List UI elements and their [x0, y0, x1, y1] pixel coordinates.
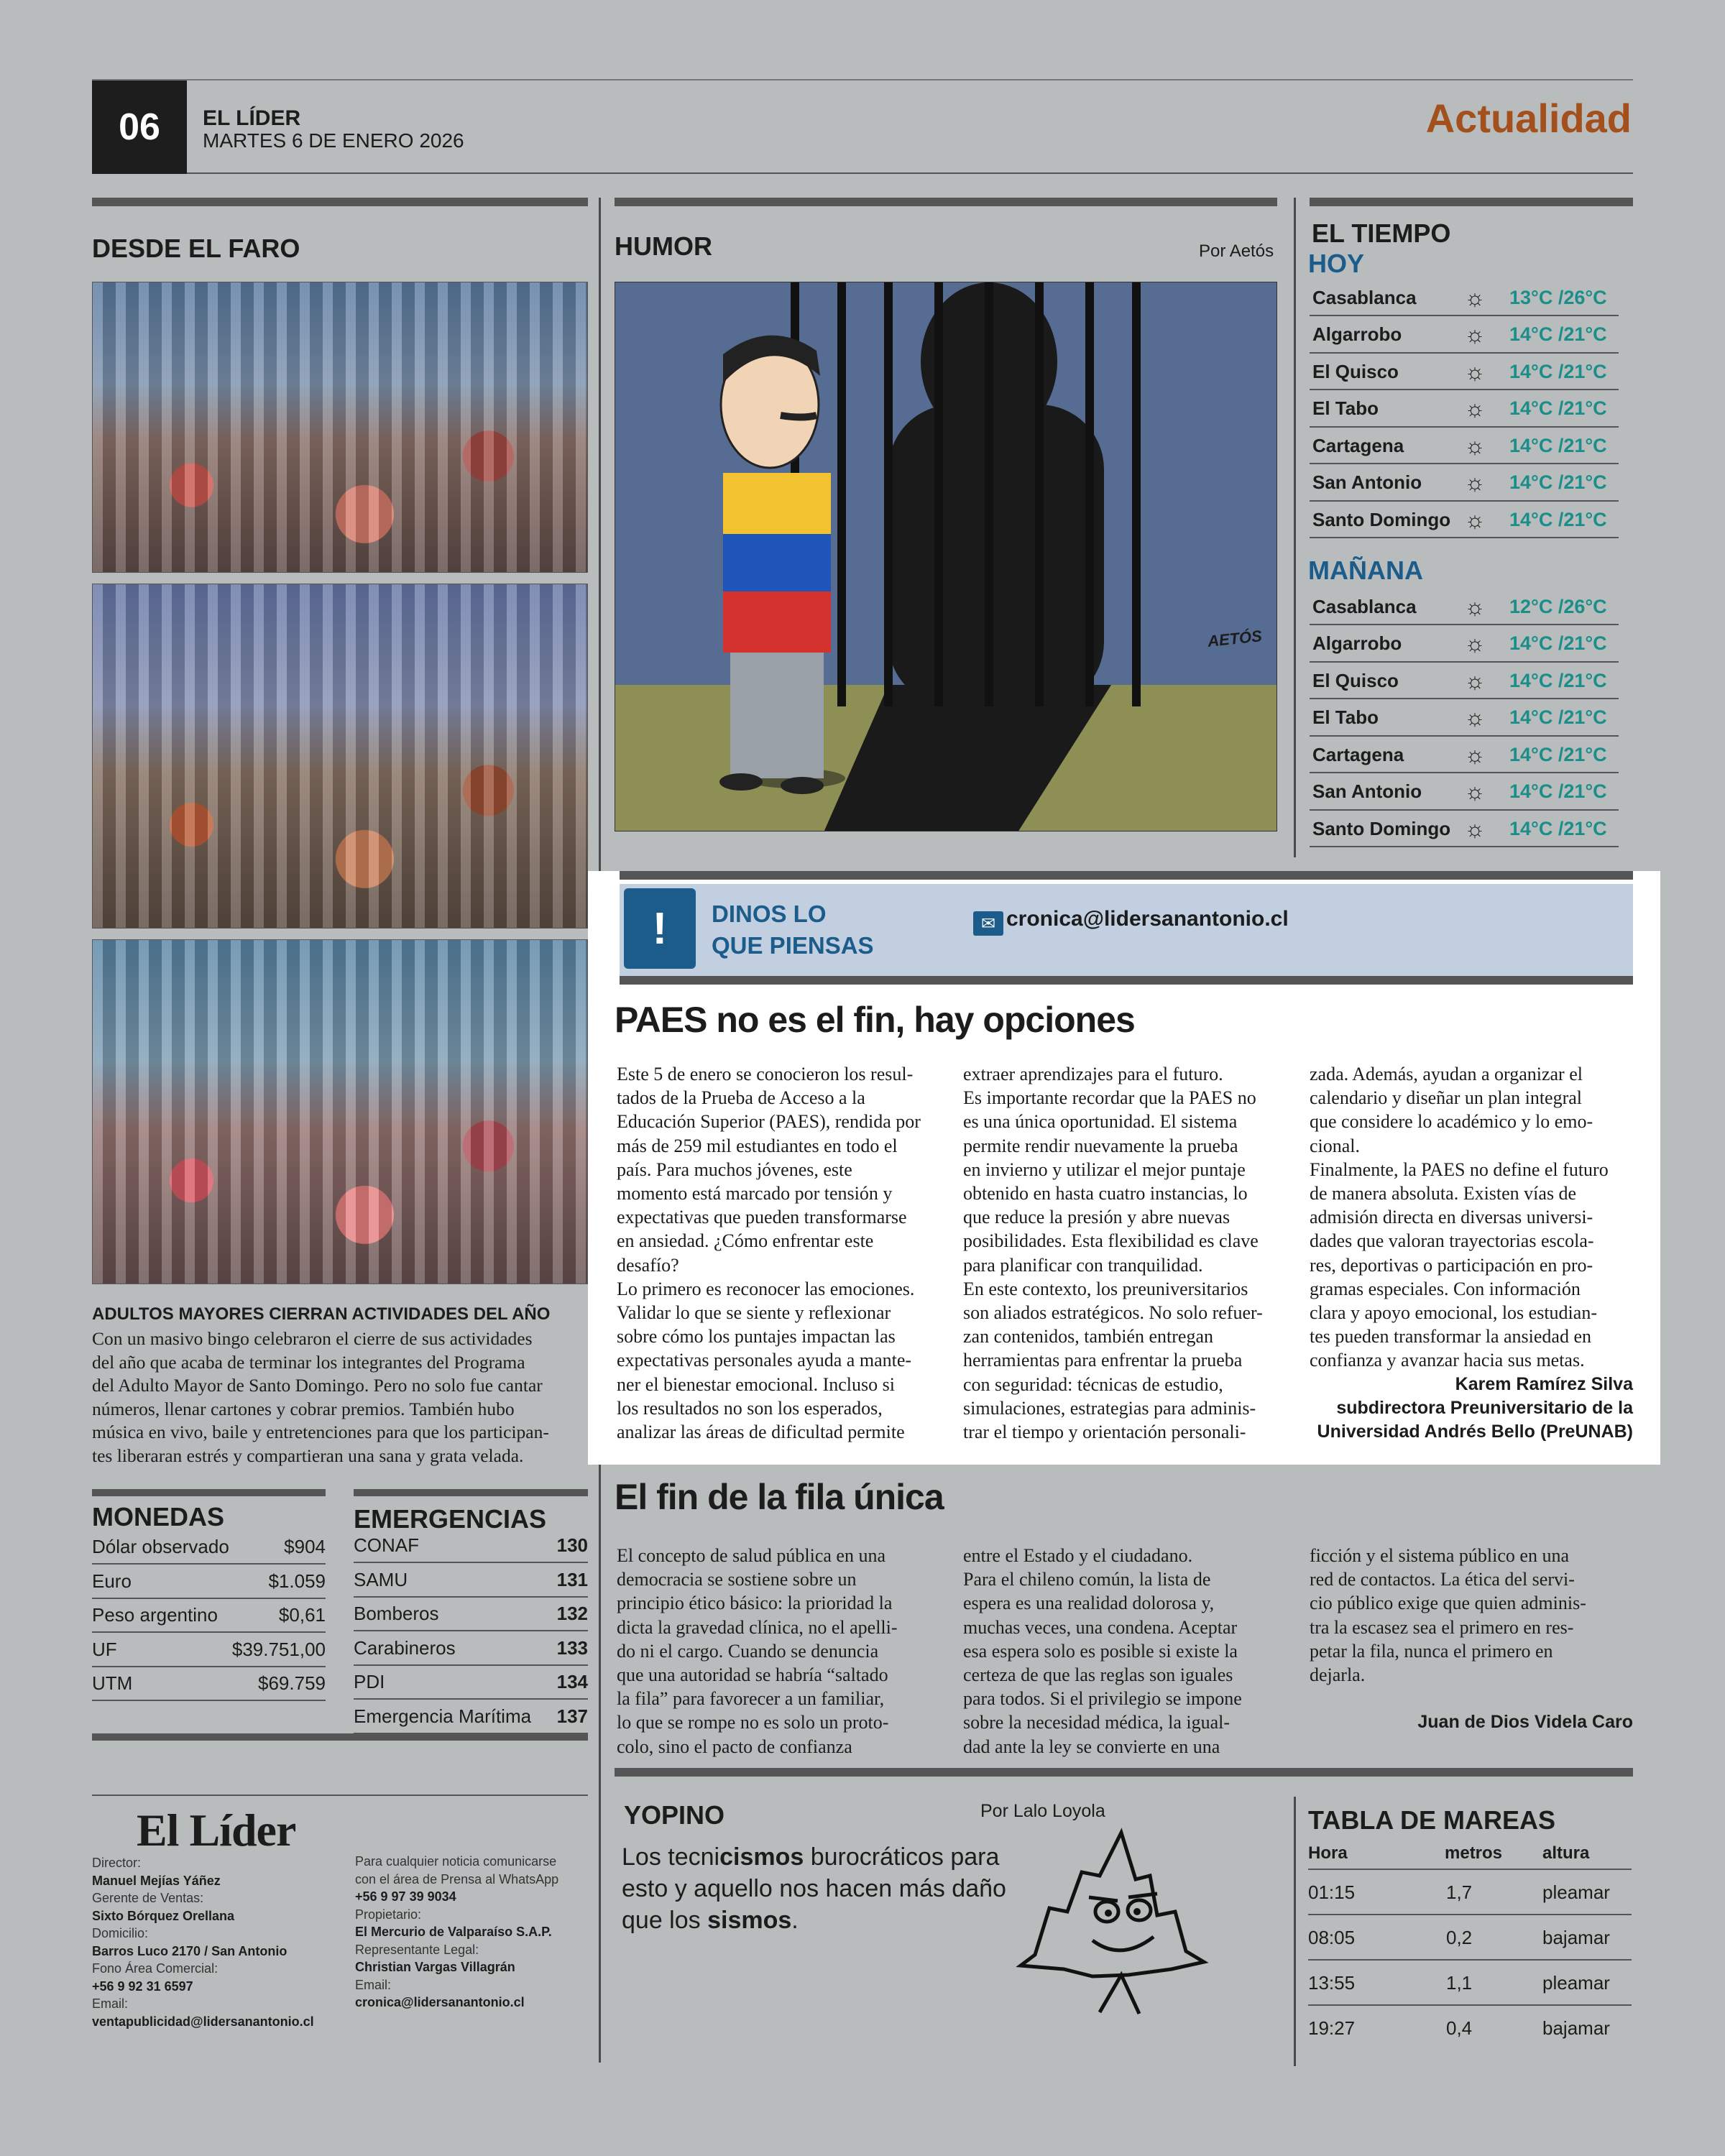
- marea-row: [1308, 1959, 1632, 2004]
- article2-col1: [617, 1544, 934, 1759]
- moneda-value: $1.059: [268, 1570, 326, 1592]
- weather-row: [1310, 627, 1619, 663]
- article-line: Educación Superior (PAES), rendida por: [617, 1111, 921, 1133]
- weather-row: [1310, 775, 1619, 811]
- sun-icon: ☼: [1464, 358, 1486, 384]
- weather-city: El Tabo: [1312, 706, 1379, 728]
- article-line: dad ante la ley se convierte en una: [963, 1736, 1220, 1757]
- article-line: para planificar con tranquilidad.: [963, 1254, 1203, 1276]
- article1-signature: [1294, 1373, 1633, 1444]
- article-line: trar el tiempo y orientación personali-: [963, 1422, 1246, 1443]
- marea-hora: 13:55: [1308, 1972, 1356, 1994]
- article-line: Lo primero es reconocer las emociones.: [617, 1278, 915, 1299]
- monedas-row: [92, 1531, 326, 1565]
- imprint-value: +56 9 92 31 6597: [92, 1978, 193, 1994]
- bingo-photo-1: [92, 282, 588, 573]
- faro-title: DESDE EL FARO: [92, 234, 300, 263]
- article1-headline: PAES no es el fin, hay opciones: [615, 1000, 1135, 1040]
- marea-metros: 0,2: [1446, 1927, 1473, 1948]
- article-line: dicta la gravedad clínica, no el apelli-: [617, 1616, 898, 1638]
- weather-city: San Antonio: [1312, 780, 1422, 802]
- article-line: espera es una realidad dolorosa y,: [963, 1593, 1215, 1614]
- weather-city: Cartagena: [1312, 434, 1404, 456]
- article-line: El concepto de salud pública en una: [617, 1545, 886, 1566]
- caption-line: música en vivo, baile y entretenciones para que los participan-: [92, 1422, 549, 1443]
- article-line: Validar lo que se siente y reflexionar: [617, 1302, 891, 1324]
- article-line: entre el Estado y el ciudadano.: [963, 1545, 1193, 1566]
- emergencia-number: 134: [556, 1671, 588, 1692]
- emergencia-name: Carabineros: [354, 1636, 456, 1659]
- marea-row: [1308, 1914, 1632, 1958]
- humor-title: HUMOR: [615, 231, 712, 261]
- article-line: zan contenidos, también entregan: [963, 1326, 1213, 1348]
- article-line: obtenido en hasta cuatro instancias, lo: [963, 1183, 1248, 1204]
- article-line: expectativas personales ayuda a mante-: [617, 1350, 912, 1371]
- article-line: En este contexto, los preuniversitarios: [963, 1278, 1248, 1299]
- article-line: extraer aprendizajes para el futuro.: [963, 1064, 1223, 1084]
- article-line: sobre la necesidad médica, la igual-: [963, 1712, 1230, 1733]
- weather-city: Santo Domingo: [1312, 508, 1451, 530]
- article-line: en invierno y utilizar el mejor puntaje: [963, 1158, 1246, 1180]
- weather-temp: 14°C /21°C: [1509, 817, 1607, 839]
- article-line: la fila” para favorecer a un familiar,: [617, 1688, 885, 1710]
- weather-temp: 12°C /26°C: [1509, 595, 1607, 617]
- emergencia-row: [354, 1632, 588, 1666]
- imprint-right-list: [355, 1906, 592, 2012]
- weather-row: [1310, 392, 1619, 428]
- weather-temp: 14°C /21°C: [1509, 706, 1607, 728]
- article-line: que reduce la presión y abre nuevas: [963, 1207, 1230, 1228]
- article-line: gramas especiales. Con información: [1310, 1278, 1581, 1299]
- weather-city: El Quisco: [1312, 360, 1399, 382]
- article-line: tados de la Prueba de Acceso a la: [617, 1087, 865, 1109]
- cartoon-signature: AETÓS: [1206, 627, 1263, 650]
- weather-temp: 14°C /21°C: [1509, 323, 1607, 345]
- imprint-right: [355, 1853, 592, 2012]
- weather-city: Casablanca: [1312, 286, 1417, 308]
- paper-name: EL LÍDER: [203, 106, 301, 130]
- imprint-intro1: Para cualquier noticia comunicarse: [355, 1854, 557, 1869]
- humor-cartoon: [615, 282, 1277, 831]
- article1-role-1: subdirectora Preuniversitario de la: [1336, 1398, 1633, 1418]
- weather-city: El Tabo: [1312, 397, 1379, 419]
- yopino-t1: Los tecni: [622, 1843, 720, 1871]
- monedas-row: [92, 1667, 326, 1701]
- bingo-photo-2: [92, 584, 588, 929]
- moneda-name: Peso argentino: [92, 1604, 218, 1626]
- article-line: colo, sino el pacto de confianza: [617, 1736, 852, 1757]
- weather-city: Algarrobo: [1312, 632, 1402, 654]
- sun-icon: ☼: [1464, 630, 1486, 656]
- header-bottom-rule: [187, 172, 1633, 174]
- emergencia-row: [354, 1666, 588, 1700]
- article-line: analizar las áreas de dificultad permite: [617, 1422, 905, 1443]
- weather-temp: 14°C /21°C: [1509, 434, 1607, 456]
- emergencia-number: 130: [556, 1534, 588, 1556]
- monedas-row: [92, 1599, 326, 1633]
- imprint-label: Propietario:: [355, 1907, 422, 1922]
- section-rule: [615, 198, 1277, 206]
- imprint-value: Christian Vargas Villagrán: [355, 1960, 515, 1974]
- article-line: do ni el cargo. Cuando se denuncia: [617, 1640, 879, 1662]
- paper-date: MARTES 6 DE ENERO 2026: [203, 129, 464, 152]
- article-line: país. Para muchos jóvenes, este: [617, 1158, 852, 1180]
- article1-col3: [1310, 1062, 1634, 1373]
- caption-line: del Adulto Mayor de Santo Domingo. Pero no solo fue cantar: [92, 1375, 543, 1396]
- bingo-photo-3: [92, 939, 588, 1284]
- imprint-label: Fono Área Comercial:: [92, 1961, 218, 1976]
- weather-city: Cartagena: [1312, 743, 1404, 765]
- article-line: que considere lo académico y lo emo-: [1310, 1111, 1593, 1133]
- marea-hora: 19:27: [1308, 2017, 1356, 2039]
- emergencia-number: 133: [556, 1636, 588, 1659]
- emergencia-row: [354, 1564, 588, 1598]
- weather-today-label: HOY: [1308, 249, 1365, 278]
- emergencias-title: EMERGENCIAS: [354, 1504, 547, 1534]
- marea-hora: 01:15: [1308, 1881, 1356, 1903]
- emergencia-name: CONAF: [354, 1534, 419, 1556]
- article-line: Para el chileno común, la lista de: [963, 1569, 1211, 1590]
- dinos-email-link[interactable]: cronica@lidersanantonio.cl: [1006, 907, 1289, 931]
- article-line: los resultados no son los esperados,: [617, 1397, 883, 1419]
- article-line: de manera absoluta. Existen vías de: [1310, 1183, 1577, 1204]
- weather-temp: 14°C /21°C: [1509, 743, 1607, 765]
- weather-row: [1310, 737, 1619, 773]
- yopino-title: YOPINO: [624, 1800, 725, 1830]
- imprint-intro2: con el área de Prensa al WhatsApp: [355, 1871, 559, 1886]
- caption-line: del año que acaba de terminar los integrantes del Programa: [92, 1351, 525, 1373]
- weather-temp: 14°C /21°C: [1509, 471, 1607, 493]
- article-line: en ansiedad. ¿Cómo enfrentar este: [617, 1230, 874, 1252]
- article-line: confianza y avanzar hacia sus metas.: [1310, 1350, 1585, 1371]
- caption-line: tes liberaran estrés y compartieran una sana y grata velada.: [92, 1445, 524, 1466]
- moneda-name: UF: [92, 1638, 117, 1660]
- sun-icon: ☼: [1464, 667, 1486, 694]
- article-line: posibilidades. Esta flexibilidad es clave: [963, 1230, 1259, 1252]
- sun-icon: ☼: [1464, 432, 1486, 459]
- article-line: lo que se rompe no es solo un proto-: [617, 1712, 889, 1733]
- sun-icon: ☼: [1464, 321, 1486, 347]
- weather-city: Santo Domingo: [1312, 817, 1451, 839]
- imprint-phone: +56 9 97 39 9034: [355, 1889, 456, 1904]
- article-line: cio público exige que quien adminis-: [1310, 1593, 1586, 1614]
- faro-caption-title: ADULTOS MAYORES CIERRAN ACTIVIDADES DEL AÑO: [92, 1304, 551, 1324]
- article1-role-2: Universidad Andrés Bello (PreUNAB): [1317, 1422, 1633, 1442]
- article-line: momento está marcado por tensión y: [617, 1183, 893, 1204]
- article-line: dades que valoran trayectorias escola-: [1310, 1230, 1594, 1252]
- sun-icon: ☼: [1464, 469, 1486, 495]
- article-line: tra la escasez sea el primero en res-: [1310, 1616, 1574, 1638]
- article-line: que una autoridad se habría “saltado: [617, 1664, 888, 1686]
- weather-temp: 14°C /21°C: [1509, 669, 1607, 691]
- article2-col2: [963, 1544, 1281, 1759]
- humor-byline: Por Aetós: [1199, 241, 1274, 261]
- monedas-row: [92, 1565, 326, 1599]
- article-line: con seguridad: técnicas de estudio,: [963, 1373, 1223, 1395]
- yopino-t2: cismos: [719, 1843, 804, 1871]
- dinos-label: [712, 898, 898, 962]
- imprint-value: Manuel Mejías Yáñez: [92, 1873, 221, 1888]
- article-line: permite rendir nuevamente la prueba: [963, 1135, 1238, 1156]
- mail-icon: ✉: [973, 911, 1003, 936]
- sun-icon: ☼: [1464, 284, 1486, 310]
- imprint-label: Representante Legal:: [355, 1942, 479, 1957]
- sun-icon: ☼: [1464, 395, 1486, 421]
- sun-icon: ☼: [1464, 704, 1486, 730]
- imprint-label: Email:: [355, 1977, 392, 1992]
- article-line: certeza de que las reglas son iguales: [963, 1664, 1233, 1686]
- section-rule: [615, 1768, 1633, 1777]
- marea-row: [1308, 1869, 1632, 1913]
- weather-temp: 14°C /21°C: [1509, 397, 1607, 419]
- article-line: esa espera solo es posible si existe la: [963, 1640, 1238, 1662]
- exclamation-icon: !: [624, 888, 696, 969]
- imprint-value: Barros Luco 2170 / San Antonio: [92, 1943, 288, 1958]
- moneda-value: $69.759: [258, 1672, 326, 1694]
- moneda-value: $39.751,00: [231, 1638, 326, 1660]
- weather-city: San Antonio: [1312, 471, 1422, 493]
- section-rule: [620, 871, 1633, 880]
- weather-tomorrow-label: MAÑANA: [1308, 556, 1423, 585]
- section-rule: [354, 1489, 588, 1496]
- mareas-head-hora: Hora: [1308, 1843, 1348, 1863]
- imprint-label: Gerente de Ventas:: [92, 1891, 204, 1905]
- column-divider: [1294, 1797, 1296, 2066]
- article-line: expectativas que pueden transformarse: [617, 1207, 907, 1228]
- article-line: ner el bienestar emocional. Incluso si: [617, 1373, 895, 1395]
- emergencia-name: SAMU: [354, 1568, 408, 1590]
- imprint-rule: [92, 1795, 588, 1796]
- sun-icon: ☼: [1464, 741, 1486, 768]
- marea-row: [1308, 2004, 1632, 2049]
- faro-caption: [92, 1327, 588, 1468]
- article-line: dejarla.: [1310, 1664, 1366, 1686]
- section-title: Actualidad: [1425, 96, 1632, 141]
- article-line: ficción y el sistema público en una: [1310, 1545, 1570, 1566]
- moneda-value: $0,61: [278, 1604, 326, 1626]
- article-line: desafío?: [617, 1254, 679, 1276]
- marea-metros: 0,4: [1446, 2017, 1473, 2039]
- marea-metros: 1,7: [1446, 1881, 1473, 1903]
- article-line: para todos. Si el privilegio se impone: [963, 1688, 1242, 1710]
- weather-row: [1310, 663, 1619, 699]
- weather-row: [1310, 502, 1619, 538]
- article-line: res, deportivas o participación en pro-: [1310, 1254, 1593, 1276]
- article2-headline: El fin de la fila única: [615, 1477, 944, 1517]
- article-line: es una única oportunidad. El sistema: [963, 1111, 1238, 1133]
- section-rule: [1310, 198, 1633, 206]
- weather-temp: 14°C /21°C: [1509, 508, 1607, 530]
- weather-row: [1310, 701, 1619, 737]
- marea-altura: bajamar: [1542, 1927, 1610, 1948]
- imprint-value: Sixto Bórquez Orellana: [92, 1908, 235, 1923]
- dinos-label-1: DINOS LO: [712, 900, 827, 927]
- section-rule: [92, 1489, 326, 1496]
- marea-altura: pleamar: [1542, 1881, 1610, 1903]
- imprint-label: Director:: [92, 1856, 142, 1870]
- weather-row: [1310, 318, 1619, 354]
- weather-city: Casablanca: [1312, 595, 1417, 617]
- article2-col3: [1310, 1544, 1634, 1687]
- article-line: sobre cómo los puntajes impactan las: [617, 1326, 896, 1348]
- emergencia-number: 137: [556, 1705, 588, 1727]
- article-line: clara y apoyo emocional, los estudian-: [1310, 1302, 1597, 1324]
- weather-row: [1310, 280, 1619, 316]
- imprint-label: Domicilio:: [92, 1926, 149, 1940]
- marea-altura: bajamar: [1542, 2017, 1610, 2039]
- weather-title: EL TIEMPO: [1312, 218, 1451, 248]
- weather-row: [1310, 354, 1619, 390]
- sun-icon: ☼: [1464, 778, 1486, 804]
- mareas-title: TABLA DE MAREAS: [1308, 1805, 1555, 1835]
- sun-icon: ☼: [1464, 815, 1486, 842]
- column-divider: [1294, 198, 1296, 857]
- article-line: herramientas para enfrentar la prueba: [963, 1350, 1243, 1371]
- article-line: democracia se sostiene sobre un: [617, 1569, 857, 1590]
- article-line: muchas veces, una condena. Aceptar: [963, 1616, 1238, 1638]
- yopino-text: [622, 1841, 1024, 1936]
- emergencia-name: Emergencia Marítima: [354, 1705, 532, 1727]
- moneda-name: Euro: [92, 1570, 132, 1592]
- article1-author: Karem Ramírez Silva: [1455, 1374, 1633, 1394]
- article2-author: Juan de Dios Videla Caro: [1417, 1712, 1633, 1732]
- section-rule: [92, 1733, 588, 1741]
- yopino-t5: .: [791, 1907, 799, 1934]
- weather-row: [1310, 589, 1619, 625]
- article1-col1: [617, 1062, 934, 1444]
- sun-icon: ☼: [1464, 506, 1486, 533]
- article1-col2: [963, 1062, 1281, 1444]
- weather-temp: 14°C /21°C: [1509, 632, 1607, 654]
- mareas-head-metros: metros: [1445, 1843, 1503, 1863]
- article-line: zada. Además, ayudan a organizar el: [1310, 1064, 1583, 1084]
- weather-row: [1310, 811, 1619, 847]
- emergencia-number: 132: [556, 1603, 588, 1624]
- marea-hora: 08:05: [1308, 1927, 1356, 1948]
- sun-icon: ☼: [1464, 593, 1486, 619]
- emergencia-row: [354, 1529, 588, 1563]
- article-line: cional.: [1310, 1135, 1361, 1156]
- weather-temp: 14°C /21°C: [1509, 360, 1607, 382]
- imprint-label: Email:: [92, 1996, 129, 2011]
- moneda-value: $904: [284, 1536, 326, 1557]
- article-line: calendario y diseñar un plan integral: [1310, 1087, 1583, 1109]
- article-line: Es importante recordar que la PAES no: [963, 1087, 1256, 1109]
- article-line: tes pueden transformar la ansiedad en: [1310, 1326, 1592, 1348]
- imprint-left: [92, 1854, 336, 2030]
- emergencia-row: [354, 1700, 588, 1734]
- section-rule: [620, 976, 1633, 985]
- article-line: más de 259 mil estudiantes en todo el: [617, 1135, 898, 1156]
- article-line: red de contactos. La ética del servi-: [1310, 1569, 1575, 1590]
- marea-altura: pleamar: [1542, 1972, 1610, 1994]
- article-line: simulaciones, estrategias para adminis-: [963, 1397, 1256, 1419]
- moneda-name: Dólar observado: [92, 1536, 229, 1557]
- emergencia-name: PDI: [354, 1671, 385, 1692]
- weather-temp: 13°C /26°C: [1509, 286, 1607, 308]
- article-line: petar la fila, nunca el primero en: [1310, 1640, 1553, 1662]
- yopino-tree-cartoon: [1013, 1825, 1215, 2027]
- caption-line: números, llenar cartones y cobrar premios. También hubo: [92, 1398, 515, 1419]
- moneda-name: UTM: [92, 1672, 133, 1694]
- caption-line: Con un masivo bingo celebraron el cierre de sus actividades: [92, 1328, 533, 1349]
- article-line: principio ético básico: la prioridad la: [617, 1593, 893, 1614]
- emergencia-name: Bomberos: [354, 1603, 439, 1624]
- weather-temp: 14°C /21°C: [1509, 780, 1607, 802]
- page-number: 06: [92, 80, 187, 174]
- weather-city: El Quisco: [1312, 669, 1399, 691]
- article-line: son aliados estratégicos. No solo refuer-: [963, 1302, 1263, 1324]
- article-line: Finalmente, la PAES no define el futuro: [1310, 1158, 1609, 1180]
- emergencia-row: [354, 1598, 588, 1631]
- imprint-value: cronica@lidersanantonio.cl: [355, 1995, 525, 2009]
- weather-row: [1310, 428, 1619, 464]
- yopino-t4: sismos: [707, 1907, 792, 1934]
- emergencia-number: 131: [556, 1568, 588, 1590]
- article-line: Este 5 de enero se conocieron los resul-: [617, 1064, 914, 1084]
- weather-row: [1310, 466, 1619, 502]
- yopino-byline: Por Lalo Loyola: [980, 1801, 1105, 1821]
- mareas-head-altura: altura: [1542, 1843, 1590, 1863]
- weather-city: Algarrobo: [1312, 323, 1402, 345]
- el-lider-logo: El Líder: [137, 1805, 296, 1856]
- section-rule: [92, 198, 588, 206]
- imprint-value: ventapublicidad@lidersanantonio.cl: [92, 2014, 314, 2029]
- monedas-title: MONEDAS: [92, 1502, 225, 1531]
- article-line: admisión directa en diversas universi-: [1310, 1207, 1593, 1228]
- yopino-t3: burocráticos para esto y aquello nos hacen más daño que los: [622, 1843, 1006, 1934]
- marea-metros: 1,1: [1446, 1972, 1473, 1994]
- dinos-label-2: QUE PIENSAS: [712, 932, 874, 959]
- monedas-row: [92, 1634, 326, 1667]
- imprint-value: El Mercurio de Valparaíso S.A.P.: [355, 1925, 552, 1939]
- header-top-rule: [92, 79, 1633, 80]
